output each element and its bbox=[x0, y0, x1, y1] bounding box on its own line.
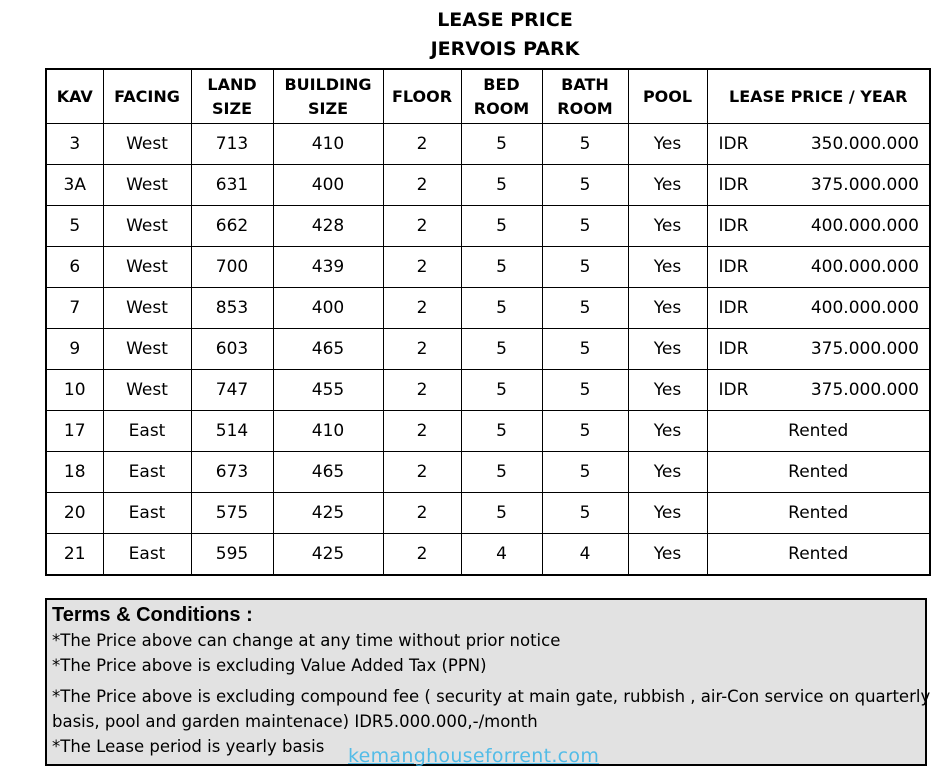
table-row bbox=[46, 411, 930, 452]
cell-kav: 10 bbox=[46, 370, 103, 411]
price-value: 375.000.000 bbox=[810, 380, 919, 400]
column-header bbox=[383, 69, 461, 124]
cell-bed: 5 bbox=[461, 247, 542, 288]
cell-lease-price: Rented bbox=[707, 452, 930, 493]
price-value: 375.000.000 bbox=[810, 175, 919, 195]
column-header-label: LEASE PRICE / YEAR bbox=[729, 86, 908, 106]
cell-bath: 5 bbox=[542, 493, 628, 534]
cell-kav: 17 bbox=[46, 411, 103, 452]
cell-floor: 2 bbox=[383, 329, 461, 370]
cell-building: 410 bbox=[273, 411, 383, 452]
cell-pool: Yes bbox=[628, 247, 707, 288]
terms-line: basis, pool and garden maintenace) IDR5.000.000,-/month bbox=[52, 712, 538, 731]
price-value: 375.000.000 bbox=[810, 339, 919, 359]
cell-bath: 4 bbox=[542, 534, 628, 576]
cell-land: 575 bbox=[191, 493, 273, 534]
cell-pool: Yes bbox=[628, 288, 707, 329]
cell-kav: 9 bbox=[46, 329, 103, 370]
cell-kav: 18 bbox=[46, 452, 103, 493]
table-row bbox=[46, 534, 930, 576]
terms-line: *The Lease period is yearly basis bbox=[52, 737, 325, 756]
cell-kav: 20 bbox=[46, 493, 103, 534]
terms-line: *The Price above is excluding Value Added Tax (PPN) bbox=[52, 656, 487, 675]
table-row bbox=[46, 329, 930, 370]
cell-bed: 5 bbox=[461, 411, 542, 452]
cell-facing: East bbox=[103, 411, 191, 452]
cell-kav: 6 bbox=[46, 247, 103, 288]
cell-facing: West bbox=[103, 370, 191, 411]
cell-building: 439 bbox=[273, 247, 383, 288]
column-header-label: ROOM bbox=[473, 98, 530, 118]
cell-floor: 2 bbox=[383, 493, 461, 534]
cell-pool: Yes bbox=[628, 206, 707, 247]
price-value: 400.000.000 bbox=[810, 257, 919, 277]
cell-bath: 5 bbox=[542, 124, 628, 165]
column-header-label: BATH bbox=[561, 74, 609, 94]
cell-floor: 2 bbox=[383, 534, 461, 576]
cell-pool: Yes bbox=[628, 124, 707, 165]
cell-lease-price bbox=[707, 165, 930, 206]
cell-bed: 5 bbox=[461, 206, 542, 247]
cell-land: 631 bbox=[191, 165, 273, 206]
cell-floor: 2 bbox=[383, 452, 461, 493]
cell-building: 465 bbox=[273, 452, 383, 493]
cell-bed: 5 bbox=[461, 124, 542, 165]
cell-lease-price bbox=[707, 124, 930, 165]
column-header bbox=[542, 69, 628, 124]
cell-bed: 5 bbox=[461, 165, 542, 206]
cell-bath: 5 bbox=[542, 206, 628, 247]
table-header-row bbox=[46, 69, 930, 124]
cell-facing: East bbox=[103, 534, 191, 576]
column-header-label: FACING bbox=[114, 86, 180, 106]
cell-lease-price: Rented bbox=[707, 411, 930, 452]
cell-facing: West bbox=[103, 329, 191, 370]
price-currency: IDR bbox=[718, 216, 749, 236]
cell-lease-price bbox=[707, 370, 930, 411]
cell-bed: 4 bbox=[461, 534, 542, 576]
cell-bed: 5 bbox=[461, 288, 542, 329]
cell-bath: 5 bbox=[542, 288, 628, 329]
cell-building: 410 bbox=[273, 124, 383, 165]
terms-line: *The Price above can change at any time without prior notice bbox=[52, 631, 561, 650]
cell-bed: 5 bbox=[461, 370, 542, 411]
price-value: 400.000.000 bbox=[810, 298, 919, 318]
cell-facing: West bbox=[103, 288, 191, 329]
column-header-label: LAND bbox=[207, 74, 257, 94]
cell-facing: East bbox=[103, 452, 191, 493]
cell-floor: 2 bbox=[383, 370, 461, 411]
cell-lease-price bbox=[707, 247, 930, 288]
cell-kav: 7 bbox=[46, 288, 103, 329]
cell-bath: 5 bbox=[542, 247, 628, 288]
cell-bed: 5 bbox=[461, 452, 542, 493]
cell-kav: 21 bbox=[46, 534, 103, 576]
cell-land: 673 bbox=[191, 452, 273, 493]
cell-pool: Yes bbox=[628, 534, 707, 576]
cell-facing: West bbox=[103, 124, 191, 165]
cell-facing: West bbox=[103, 206, 191, 247]
column-header-label: BUILDING bbox=[284, 74, 372, 94]
cell-facing: East bbox=[103, 493, 191, 534]
column-header-label: FLOOR bbox=[391, 86, 453, 106]
table-row bbox=[46, 206, 930, 247]
price-value: 350.000.000 bbox=[810, 134, 919, 154]
terms-and-conditions bbox=[45, 598, 931, 766]
column-header-label: BED bbox=[483, 74, 520, 94]
cell-land: 662 bbox=[191, 206, 273, 247]
table-row bbox=[46, 165, 930, 206]
price-value: 400.000.000 bbox=[810, 216, 919, 236]
watermark-link[interactable]: kemanghouseforrent.com bbox=[348, 745, 600, 767]
cell-lease-price bbox=[707, 206, 930, 247]
column-header bbox=[707, 69, 930, 124]
cell-bed: 5 bbox=[461, 493, 542, 534]
cell-floor: 2 bbox=[383, 206, 461, 247]
terms-title: Terms & Conditions : bbox=[52, 604, 253, 626]
cell-building: 400 bbox=[273, 165, 383, 206]
price-currency: IDR bbox=[718, 298, 749, 318]
price-currency: IDR bbox=[718, 257, 749, 277]
cell-floor: 2 bbox=[383, 411, 461, 452]
cell-kav: 3A bbox=[46, 165, 103, 206]
column-header-label: SIZE bbox=[211, 98, 252, 118]
cell-bath: 5 bbox=[542, 452, 628, 493]
table-row bbox=[46, 493, 930, 534]
price-currency: IDR bbox=[718, 134, 749, 154]
cell-building: 465 bbox=[273, 329, 383, 370]
cell-bath: 5 bbox=[542, 165, 628, 206]
cell-land: 595 bbox=[191, 534, 273, 576]
page-subtitle: JERVOIS PARK bbox=[430, 38, 580, 60]
cell-bath: 5 bbox=[542, 370, 628, 411]
cell-floor: 2 bbox=[383, 165, 461, 206]
cell-land: 853 bbox=[191, 288, 273, 329]
page-title: LEASE PRICE bbox=[437, 9, 573, 31]
cell-kav: 3 bbox=[46, 124, 103, 165]
cell-facing: West bbox=[103, 247, 191, 288]
cell-bath: 5 bbox=[542, 411, 628, 452]
table-body bbox=[46, 124, 930, 576]
table-row bbox=[46, 452, 930, 493]
cell-floor: 2 bbox=[383, 247, 461, 288]
table-row bbox=[46, 124, 930, 165]
column-header bbox=[461, 69, 542, 124]
cell-pool: Yes bbox=[628, 370, 707, 411]
column-header-label: SIZE bbox=[307, 98, 348, 118]
cell-land: 700 bbox=[191, 247, 273, 288]
cell-lease-price: Rented bbox=[707, 534, 930, 576]
terms-line: *The Price above is excluding compound fee ( security at main gate, rubbish , air-Con service on quarterly bbox=[52, 687, 931, 706]
table-row bbox=[46, 288, 930, 329]
cell-building: 425 bbox=[273, 534, 383, 576]
cell-lease-price bbox=[707, 288, 930, 329]
cell-building: 428 bbox=[273, 206, 383, 247]
cell-bed: 5 bbox=[461, 329, 542, 370]
cell-kav: 5 bbox=[46, 206, 103, 247]
price-currency: IDR bbox=[718, 380, 749, 400]
table-row bbox=[46, 370, 930, 411]
table-row bbox=[46, 247, 930, 288]
cell-lease-price bbox=[707, 329, 930, 370]
column-header bbox=[273, 69, 383, 124]
cell-pool: Yes bbox=[628, 452, 707, 493]
cell-facing: West bbox=[103, 165, 191, 206]
cell-land: 514 bbox=[191, 411, 273, 452]
cell-land: 747 bbox=[191, 370, 273, 411]
cell-floor: 2 bbox=[383, 124, 461, 165]
cell-pool: Yes bbox=[628, 329, 707, 370]
column-header bbox=[46, 69, 103, 124]
column-header bbox=[191, 69, 273, 124]
cell-pool: Yes bbox=[628, 411, 707, 452]
cell-building: 455 bbox=[273, 370, 383, 411]
column-header-label: ROOM bbox=[557, 98, 613, 118]
lease-price-table bbox=[45, 68, 931, 576]
price-currency: IDR bbox=[718, 339, 749, 359]
cell-land: 713 bbox=[191, 124, 273, 165]
column-header bbox=[628, 69, 707, 124]
cell-building: 425 bbox=[273, 493, 383, 534]
column-header-label: KAV bbox=[56, 86, 93, 106]
cell-lease-price: Rented bbox=[707, 493, 930, 534]
price-currency: IDR bbox=[718, 175, 749, 195]
cell-building: 400 bbox=[273, 288, 383, 329]
cell-land: 603 bbox=[191, 329, 273, 370]
cell-bath: 5 bbox=[542, 329, 628, 370]
cell-floor: 2 bbox=[383, 288, 461, 329]
cell-pool: Yes bbox=[628, 493, 707, 534]
column-header bbox=[103, 69, 191, 124]
cell-pool: Yes bbox=[628, 165, 707, 206]
column-header-label: POOL bbox=[642, 86, 693, 106]
